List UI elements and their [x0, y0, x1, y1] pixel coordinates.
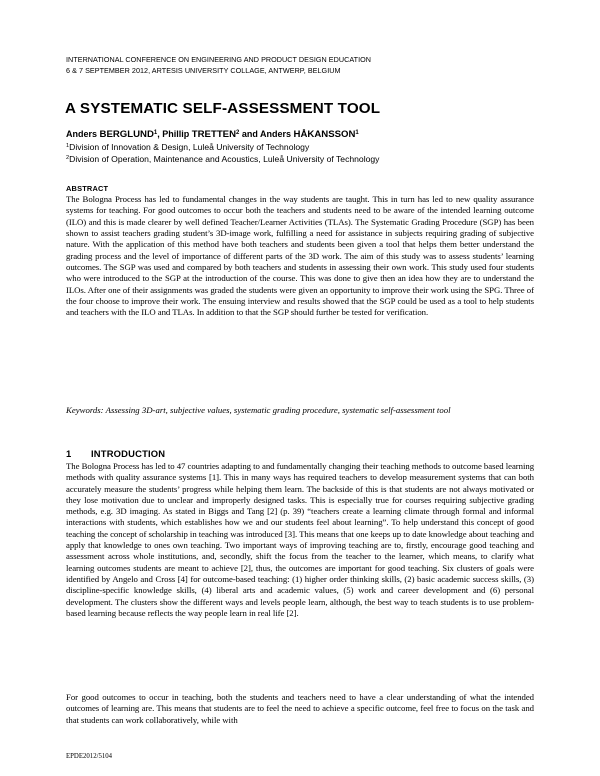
author-2-surname: TRETTEN — [191, 129, 237, 140]
author-list: Anders BERGLUND$^1$, Phillip TRETTEN$^2$ and Anders HÅKANSSON$^1$ — [66, 129, 359, 140]
author-1-affil-mark: 1 — [153, 130, 158, 136]
author-1: Anders BERGLUND$^1$ — [66, 129, 158, 140]
affiliation-2: $^2$Division of Operation, Maintenance and Acoustics, Luleå University of Technology — [66, 154, 380, 164]
keywords-label: Keywords: — [66, 405, 106, 415]
author-3-surname: HÅKANSSON — [293, 129, 356, 140]
page-footer-code: EPDE2012/5104 — [66, 753, 113, 760]
author-2-affil-mark: 2 — [236, 130, 240, 136]
abstract-heading: ABSTRACT — [66, 184, 109, 193]
affiliation-list — [66, 141, 379, 165]
conference-line-2: 6 & 7 SEPTEMBER 2012, ARTESIS UNIVERSITY COLLAGE, ANTWERP, BELGIUM — [66, 65, 341, 75]
author-2: Phillip TRETTEN$^2$ — [162, 129, 240, 140]
conference-header — [66, 55, 546, 76]
intro-paragraph-2: For good outcomes to occur in teaching, both the students and teachers need to have a clear understanding of what the intended outcomes of learning are. This means that students are to feel the need to achieve a specific outcome, feel free to focus on the task and that students can work collaboratively, while with — [66, 692, 534, 725]
keywords — [66, 405, 534, 416]
intro-paragraph-1: The Bologna Process has led to 47 countries adapting to and fundamentally changing their teaching methods to outcome based learning methods with quality assurance systems [1]. This in many ways has required teachers to develop measurement systems that can both accurately measure the students’ progress while helping them learn. The backside of this is that students are not always motivated or they lose motivation due to unclear and improperly designed tasks. This is especially true for courses requiring subjective grading methods, e.g. 3D imaging. As stated in Biggs and Tang [2] (p. 39) “teachers create a learning climate through formal and informal interactions with students, which establishes how we and our students feel about learning”. To help understand this concept of good teaching the concept of scholarship in teaching was introduced [3]. This means that one keeps up to date knowledge about teaching and apply that knowledge to ones own teaching. Two important ways of improving teaching are to, firstly, encourage good teaching and assessment across whole institutions, and, secondly, shift the focus from the teacher to the learner, which means, to clarify what learning outcomes students are meant to achieve [2], thus, the outcomes are important for good teaching. Six clusters of goals were identified by Angelo and Cross [4] for outcome-based teaching: (1) higher order thinking skills, (2) basic academic success skills, (3) discipline-specific knowledge skills, (4) liberal arts and academic values, (5) work and career development and (6) personal development. The clusters show the different ways and levels people learn, although, the best way to teach students is to use problem-based learning because reflects the way people learn in real life [2]. — [66, 461, 535, 618]
author-3: Anders HÅKANSSON$^1$ — [260, 129, 359, 140]
section-number: 1 — [66, 448, 72, 459]
keywords-text: Assessing 3D-art, subjective values, systematic grading procedure, systematic self-assessment tool — [105, 405, 451, 415]
author-1-surname: BERGLUND — [99, 129, 154, 140]
section-heading-introduction — [66, 448, 165, 459]
paper-title: A SYSTEMATIC SELF-ASSESSMENT TOOL — [65, 100, 381, 117]
affiliation-1: $^1$Division of Innovation & Design, Luleå University of Technology — [66, 142, 310, 152]
author-3-affil-mark: 1 — [355, 130, 359, 136]
abstract-text: The Bologna Process has led to fundamental changes in the way students are taught. This in turn has led to new quality assurance systems for teaching. For good outcomes to occur both the teachers and students need to be aware of the intended learning outcome (ILO) and this is made clearer by well defined Teacher/Learner Activities (TLAs). The Systematic Grading Procedure (SGP) has been shown to assist teachers grading student’s 3D-image work, fulfilling a need for assistance in subjects requiring grading of subjective nature. With the application of this method have both teachers and students been given a tool that helps them better understand the grading process and the level of importance of different parts of the 3D work. The aim of this study was to assess students’ learning outcomes. The SGP was used and compared by both teachers and students in assessing their own work. This study used four students who were introduced to the SGP at the introduction of the course. This was done to give then an idea how they are to understand the ILOs. After one of their assignments was graded the students were given an opportunity to improve their work using the SPG. Three of the four choose to improve their work. The ensuing interview and results showed that the SGP could be used as a tool to help students and teachers with the ILO and TLAs. In addition to that the SGP should further be tested for verification. — [66, 194, 534, 318]
conference-line-1: INTERNATIONAL CONFERENCE ON ENGINEERING AND PRODUCT DESIGN EDUCATION — [66, 55, 372, 64]
section-title: INTRODUCTION — [91, 448, 166, 459]
